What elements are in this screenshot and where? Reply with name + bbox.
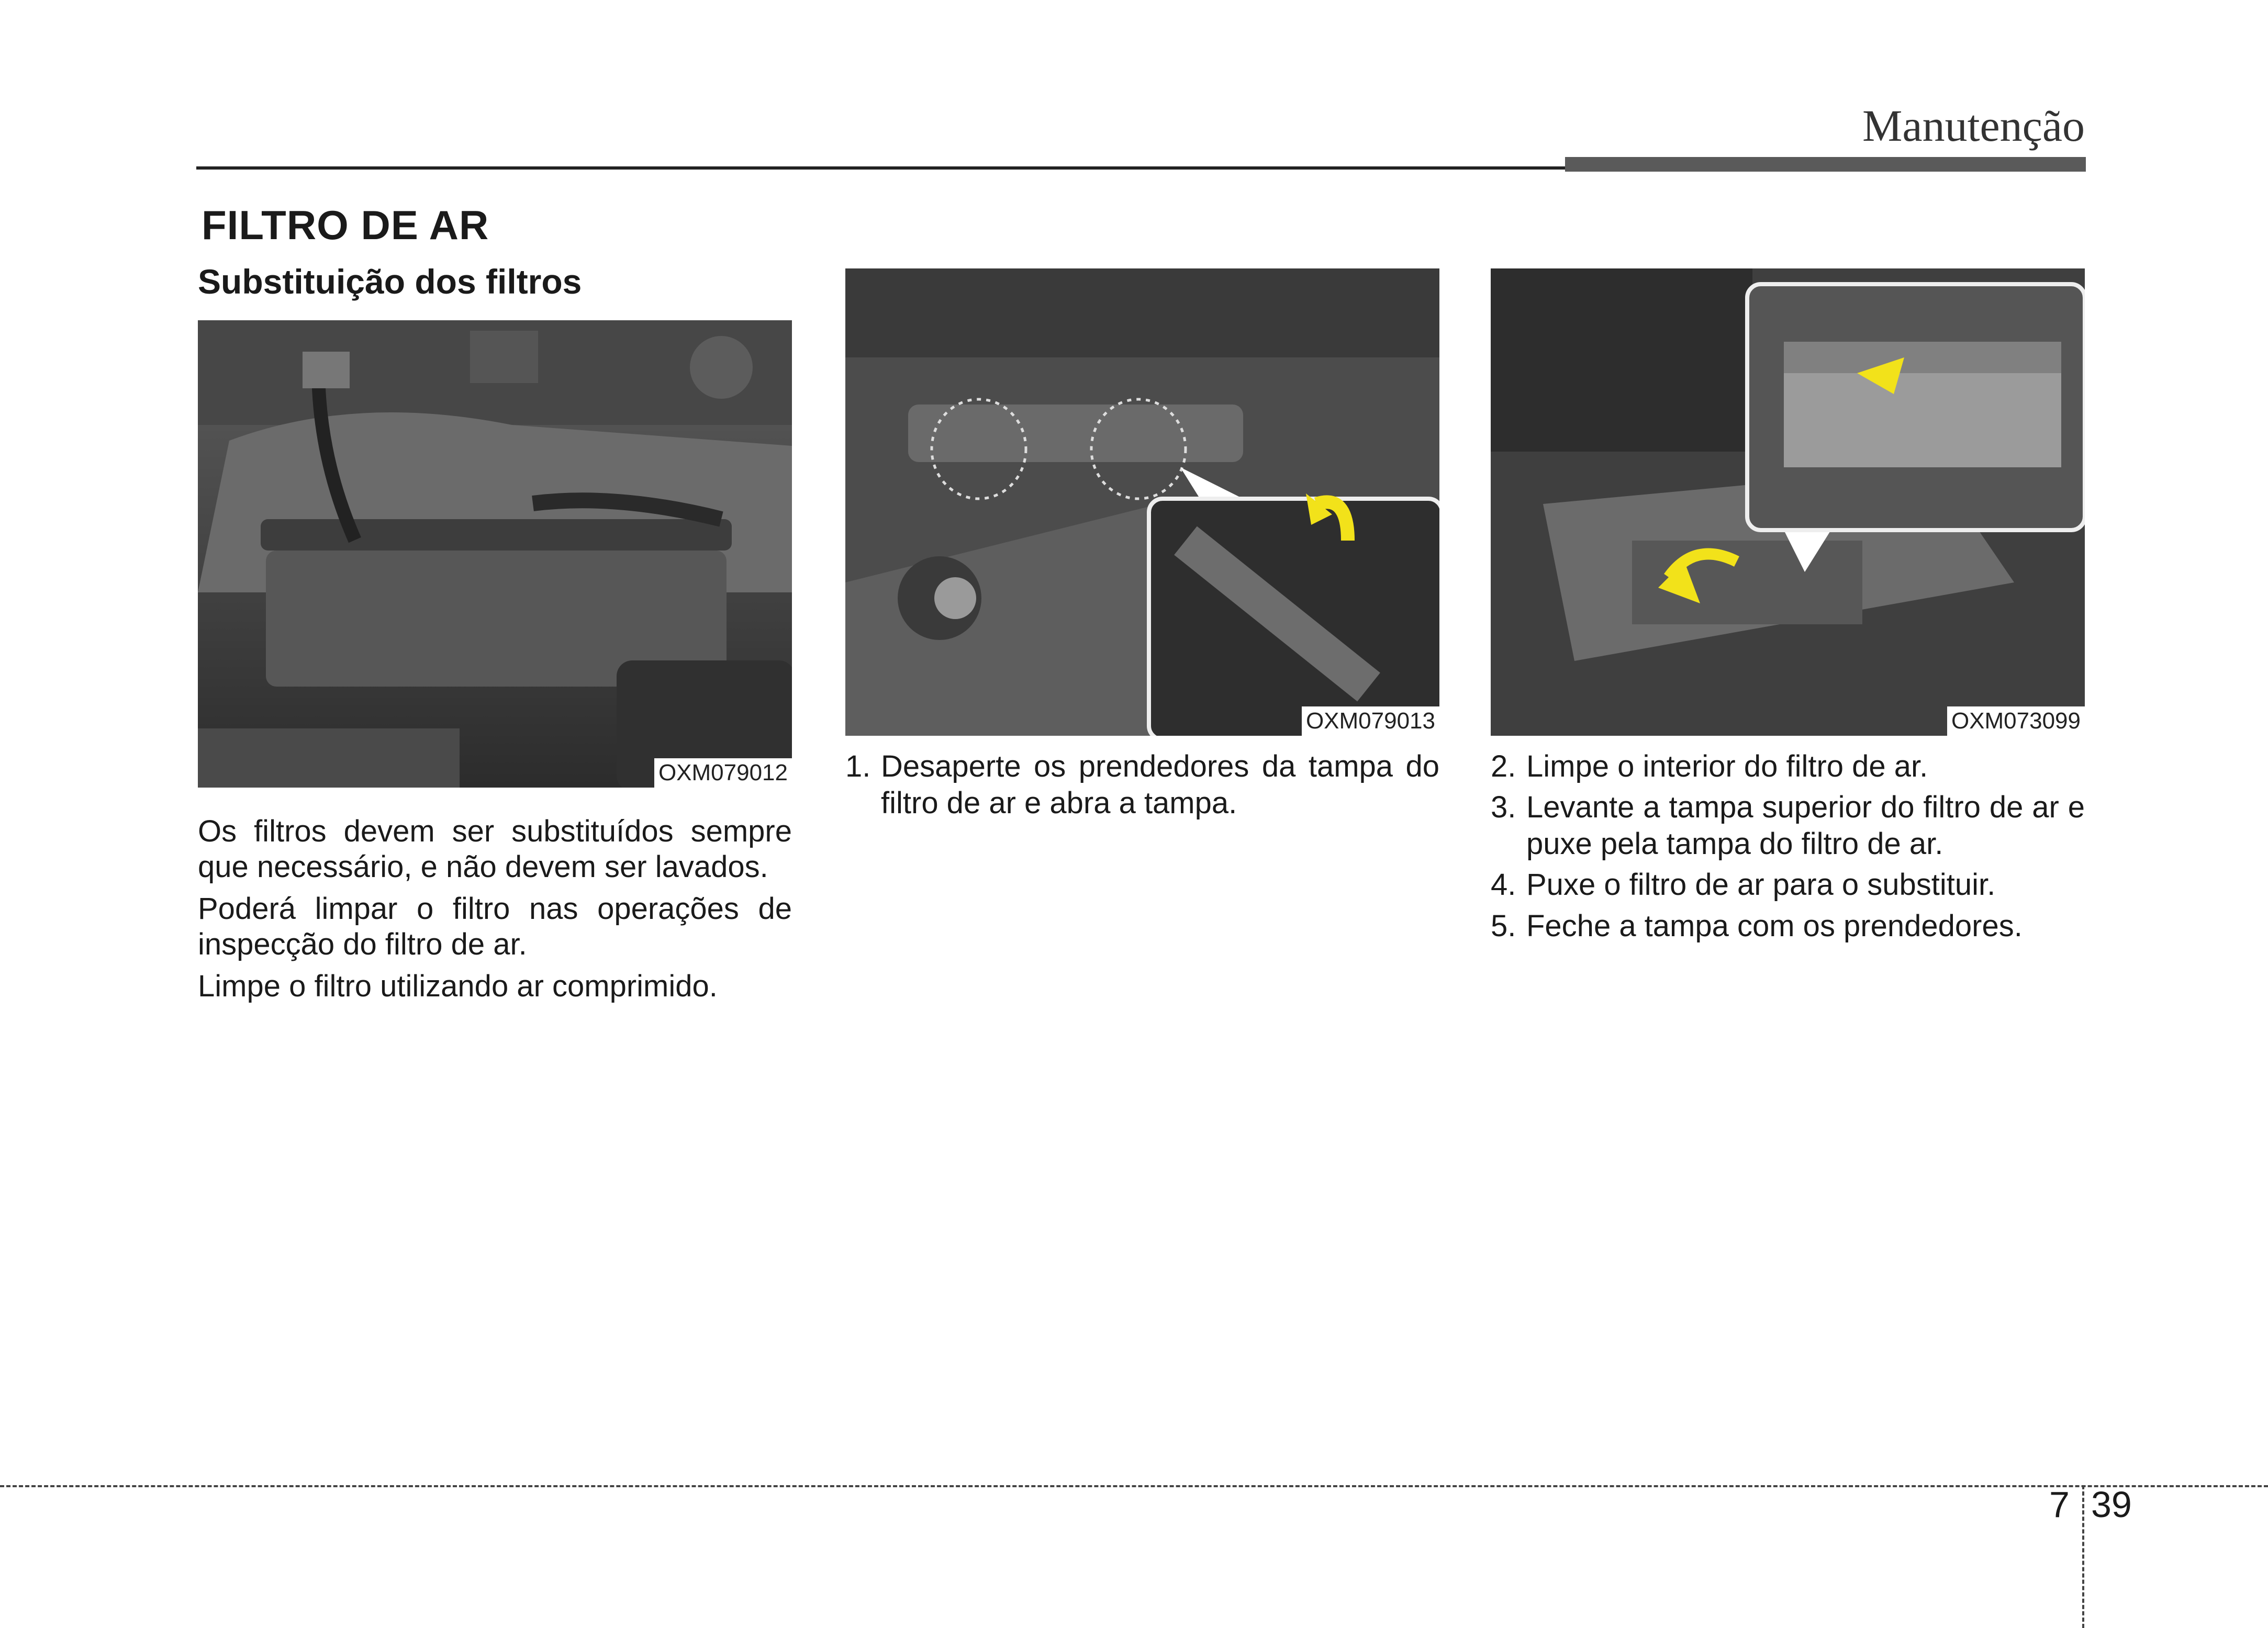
running-header-title: Manutenção	[1862, 100, 2085, 151]
step-2	[1491, 748, 2085, 788]
page-number: 39	[2091, 1484, 2132, 1525]
step-number: 4.	[1491, 868, 1516, 902]
step-number: 3.	[1491, 790, 1516, 824]
step-number: 2.	[1491, 749, 1516, 783]
step-text: Puxe o filtro de ar para o substituir.	[1526, 868, 1996, 902]
step-1	[845, 748, 1439, 827]
step-text: Desaperte os prendedores da tampa do filtro de ar e abra a tampa.	[881, 749, 1439, 820]
paragraph: Poderá limpar o filtro nas operações de inspecção do filtro de ar.	[198, 892, 792, 961]
figure-airbox-clips	[845, 268, 1439, 736]
intro-text	[198, 814, 792, 1011]
filter-removal-photo-icon	[1491, 268, 2085, 736]
step-text: Feche a tampa com os prendedores.	[1526, 909, 2023, 943]
step-number: 1.	[845, 749, 871, 783]
header-rule-accent	[1565, 157, 2086, 172]
step-3	[1491, 789, 2085, 868]
engine-airbox-photo-icon	[198, 320, 792, 788]
step-text: Limpe o interior do filtro de ar.	[1526, 749, 1928, 783]
step-text: Levante a tampa superior do filtro de ar e puxe pela tampa do filtro de ar.	[1526, 790, 2085, 861]
section-title: FILTRO DE AR	[202, 202, 489, 248]
footer-dashed-rule	[0, 1485, 2268, 1487]
footer-dashed-divider	[2082, 1485, 2084, 1628]
subsection-title: Substituição dos filtros	[198, 262, 582, 301]
airbox-clips-photo-icon	[845, 268, 1439, 736]
figure-code: OXM073099	[1947, 706, 2085, 736]
step-5	[1491, 908, 2085, 947]
step-4	[1491, 867, 2085, 906]
figure-code: OXM079012	[654, 758, 792, 788]
figure-filter-removal	[1491, 268, 2085, 736]
step-number: 5.	[1491, 909, 1516, 943]
figure-code: OXM079013	[1302, 706, 1439, 736]
chapter-number: 7	[2049, 1484, 2070, 1525]
paragraph: Os filtros devem ser substituídos sempre que necessário, e não devem ser lavados.	[198, 814, 792, 884]
paragraph: Limpe o filtro utilizando ar comprimido.	[198, 969, 718, 1003]
figure-engine-airbox	[198, 320, 792, 788]
